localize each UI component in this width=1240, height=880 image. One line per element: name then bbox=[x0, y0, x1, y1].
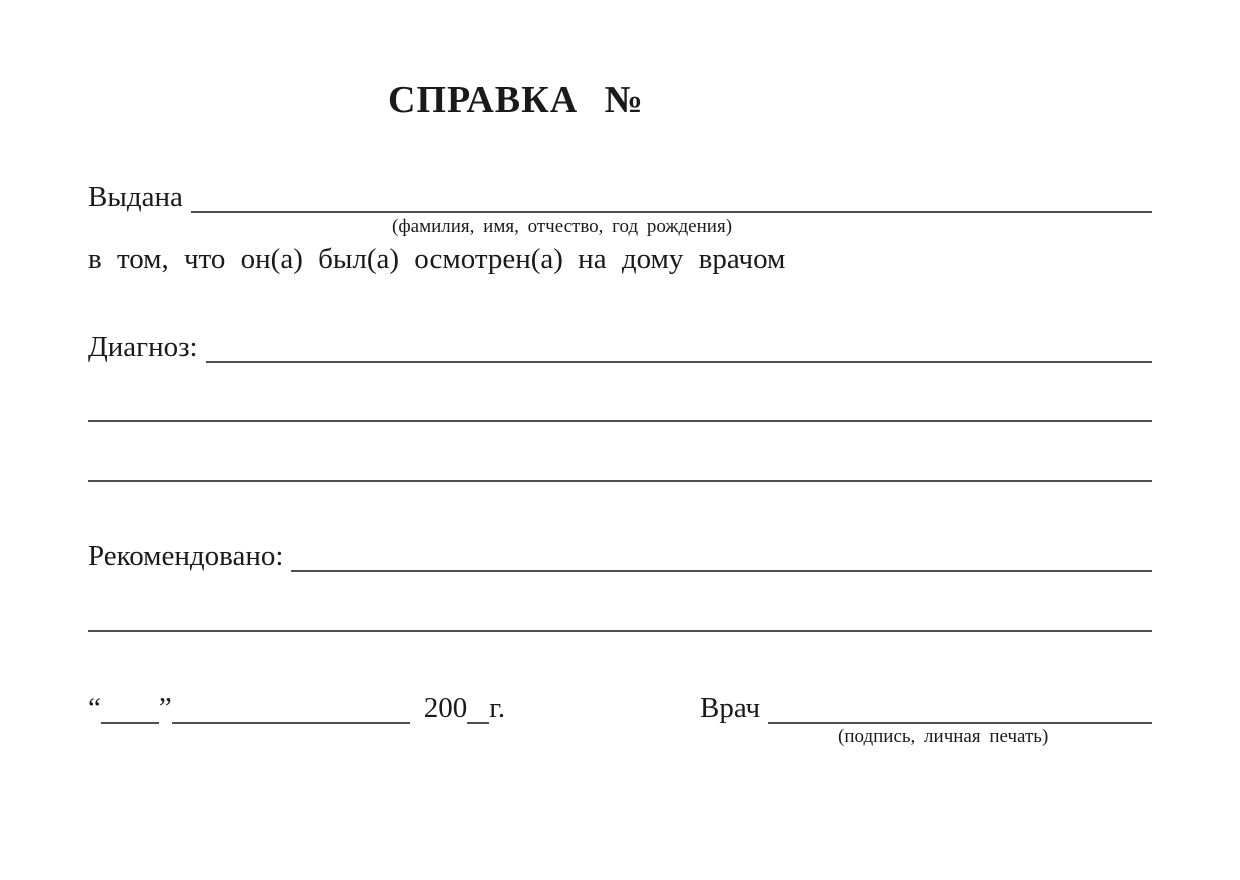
recommended-blank-line bbox=[291, 564, 1152, 572]
diagnosis-blank-line bbox=[206, 355, 1152, 363]
certificate-title: СПРАВКА № bbox=[388, 79, 644, 121]
date-open-quote: “ bbox=[88, 692, 101, 724]
date-day-blank bbox=[101, 716, 159, 724]
issued-hint: (фамилия, имя, отчество, год рождения) bbox=[392, 216, 733, 237]
doctor-row bbox=[700, 692, 1152, 724]
statement-text: в том, что он(а) был(а) осмотрен(а) на дому врачом bbox=[88, 243, 786, 275]
diagnosis-row bbox=[88, 331, 1152, 363]
date-century-prefix: 200 bbox=[423, 692, 468, 724]
date-close-quote: ” bbox=[158, 692, 172, 724]
date-month-blank bbox=[172, 716, 410, 724]
date-year-blank bbox=[467, 716, 489, 724]
issued-blank-line bbox=[191, 205, 1152, 213]
issued-label: Выдана bbox=[88, 181, 183, 213]
signature-hint: (подпись, личная печать) bbox=[838, 726, 1049, 747]
doctor-signature-blank-line bbox=[768, 716, 1152, 724]
date-row bbox=[88, 692, 505, 724]
diagnosis-continuation-line-1 bbox=[88, 420, 1152, 422]
diagnosis-continuation-line-2 bbox=[88, 480, 1152, 482]
issued-row bbox=[88, 181, 1152, 213]
date-year-suffix: г. bbox=[489, 692, 506, 724]
recommended-continuation-line bbox=[88, 630, 1152, 632]
recommended-label: Рекомендовано: bbox=[88, 540, 284, 572]
diagnosis-label: Диагноз: bbox=[88, 331, 198, 363]
doctor-label: Врач bbox=[700, 692, 761, 724]
recommended-row bbox=[88, 540, 1152, 572]
